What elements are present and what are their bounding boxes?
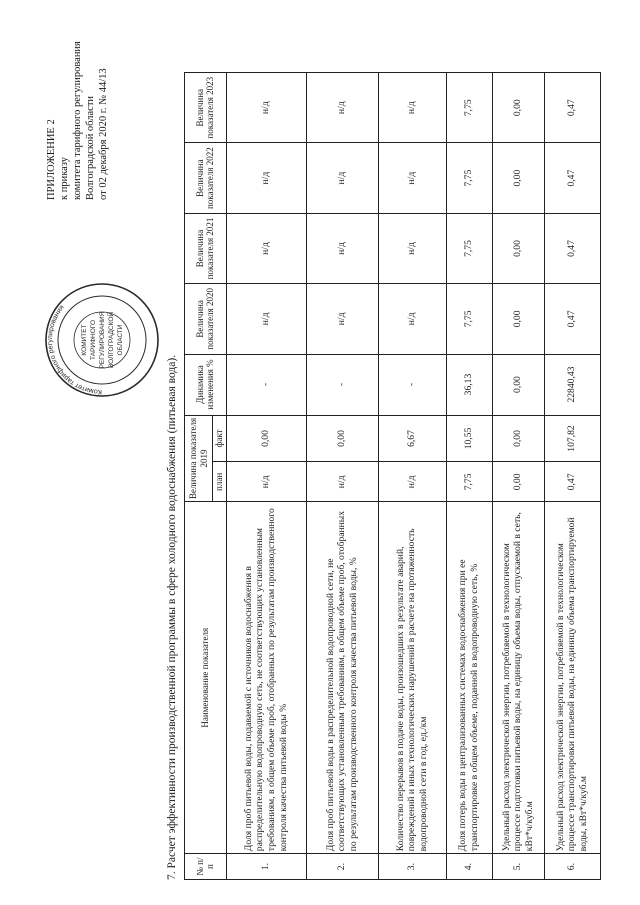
- row-2023: н/д: [226, 73, 306, 143]
- row-num: 6.: [544, 854, 600, 880]
- row-fact: 0,00: [226, 415, 306, 462]
- appendix-line-date: от 02 декабря 2020 г. № 44/13: [98, 68, 109, 200]
- row-plan: н/д: [226, 462, 306, 502]
- header-fact: факт: [213, 415, 227, 462]
- header-plan: план: [213, 462, 227, 502]
- row-plan: 0,47: [544, 462, 600, 502]
- header-2021: Величина показателя 2021: [185, 213, 227, 283]
- row-2021: н/д: [378, 213, 446, 283]
- row-2021: н/д: [306, 213, 378, 283]
- header-2022: Величина показателя 2022: [185, 143, 227, 213]
- table-row: [378, 73, 446, 880]
- header-2020: Величина показателя 2020: [185, 284, 227, 354]
- table-row: [226, 73, 306, 880]
- row-2020: 0,00: [492, 284, 544, 354]
- row-num: 3.: [378, 854, 446, 880]
- row-2021: н/д: [226, 213, 306, 283]
- row-2022: 0,00: [492, 143, 544, 213]
- svg-text:ТАРИФНОГО: ТАРИФНОГО: [90, 320, 97, 360]
- row-2023: 0,47: [544, 73, 600, 143]
- rotated-document-page: [40, 20, 600, 880]
- row-plan: 7,75: [446, 462, 492, 502]
- row-name: Доля проб питьевой воды в распределительной водопроводной сети, не соответствующих установленным требованиям, в общем объеме проб, отобранных по результатам производственного контроля качества питьевой воды, %: [306, 502, 378, 854]
- row-name: Количество перерывов в подаче воды, произошедших в результате аварий, повреждений и иных технологических нарушений в расчете на протяженность водопроводной сети в год, ед./км: [378, 502, 446, 854]
- row-name: Доля проб питьевой воды, подаваемой с источников водоснабжения в распределительную водопроводную сеть, не соответствующих установленным требованиям, в общем объеме проб, отобранных по результатам производственного контроля качества питьевой воды %: [226, 502, 306, 854]
- row-fact: 6,67: [378, 415, 446, 462]
- row-fact: 10,55: [446, 415, 492, 462]
- row-name: Удельный расход электрической энергии, потребляемой в технологическом процессе транспортировки питьевой воды, на единицу объема транспортируемой воды, кВт*ч/куб.м: [544, 502, 600, 854]
- appendix-line-to-order: к приказу: [59, 157, 70, 200]
- row-fact: 0,00: [492, 415, 544, 462]
- row-dynamics: -: [226, 354, 306, 415]
- svg-text:ВОЛГОГРАДСКОЙ: ВОЛГОГРАДСКОЙ: [108, 311, 115, 369]
- row-2020: 0,47: [544, 284, 600, 354]
- row-name: Доля потерь воды в централизованных системах водоснабжения при ее транспортировке в общем объеме, поданной в водопроводную сеть, %: [446, 502, 492, 854]
- row-num: 5.: [492, 854, 544, 880]
- row-2022: н/д: [306, 143, 378, 213]
- row-name: Удельный расход электрической энергии, потребляемой в технологическом процессе подготовки питьевой воды, на единицу объема воды, отпускаемой в сеть, кВт*ч/куб.м: [492, 502, 544, 854]
- appendix-header: [45, 35, 110, 295]
- table-row: [544, 73, 600, 880]
- appendix-line-region: Волгоградской области: [85, 95, 96, 200]
- row-plan: 0,00: [492, 462, 544, 502]
- row-plan: н/д: [306, 462, 378, 502]
- row-2021: 7,75: [446, 213, 492, 283]
- appendix-number: ПРИЛОЖЕНИЕ 2: [46, 119, 57, 200]
- row-dynamics: -: [378, 354, 446, 415]
- row-2023: 7,75: [446, 73, 492, 143]
- row-2021: 0,00: [492, 213, 544, 283]
- row-2022: н/д: [378, 143, 446, 213]
- row-2020: н/д: [226, 284, 306, 354]
- header-2023: Величина показателя 2023: [185, 73, 227, 143]
- row-2020: 7,75: [446, 284, 492, 354]
- row-2022: н/д: [226, 143, 306, 213]
- svg-text:Комитет тарифного регулировани: Комитет тарифного регулирования: [46, 304, 103, 396]
- table-row: [306, 73, 378, 880]
- row-2020: н/д: [378, 284, 446, 354]
- svg-text:ОБЛАСТИ: ОБЛАСТИ: [117, 324, 124, 356]
- row-2021: 0,47: [544, 213, 600, 283]
- header-num: № п/п: [185, 854, 227, 880]
- row-2023: н/д: [306, 73, 378, 143]
- row-fact: 0,00: [306, 415, 378, 462]
- row-dynamics: 36,13: [446, 354, 492, 415]
- row-2022: 0,47: [544, 143, 600, 213]
- row-dynamics: -: [306, 354, 378, 415]
- row-plan: н/д: [378, 462, 446, 502]
- row-num: 4.: [446, 854, 492, 880]
- appendix-line-committee: комитета тарифного регулирования: [72, 41, 83, 200]
- row-dynamics: 0,00: [492, 354, 544, 415]
- row-2020: н/д: [306, 284, 378, 354]
- row-dynamics: 22840,43: [544, 354, 600, 415]
- row-2022: 7,75: [446, 143, 492, 213]
- header-dynamics: Динамика изменения %: [185, 354, 227, 415]
- svg-text:КОМИТЕТ: КОМИТЕТ: [81, 324, 88, 356]
- table-row: [446, 73, 492, 880]
- row-fact: 107,82: [544, 415, 600, 462]
- row-2023: 0,00: [492, 73, 544, 143]
- table-row: [492, 73, 544, 880]
- efficiency-table: [184, 72, 601, 880]
- header-name: Наименование показателя: [185, 502, 227, 854]
- header-2019: Величина показателя 2019: [185, 415, 213, 502]
- svg-text:РЕГУЛИРОВАНИЯ: РЕГУЛИРОВАНИЯ: [99, 311, 106, 369]
- row-num: 2.: [306, 854, 378, 880]
- section-title: 7. Расчет эффективности производственной программы в сфере холодного водоснабжения (питьевая вода).: [166, 354, 178, 880]
- row-num: 1.: [226, 854, 306, 880]
- official-seal-stamp: [42, 280, 162, 400]
- row-2023: н/д: [378, 73, 446, 143]
